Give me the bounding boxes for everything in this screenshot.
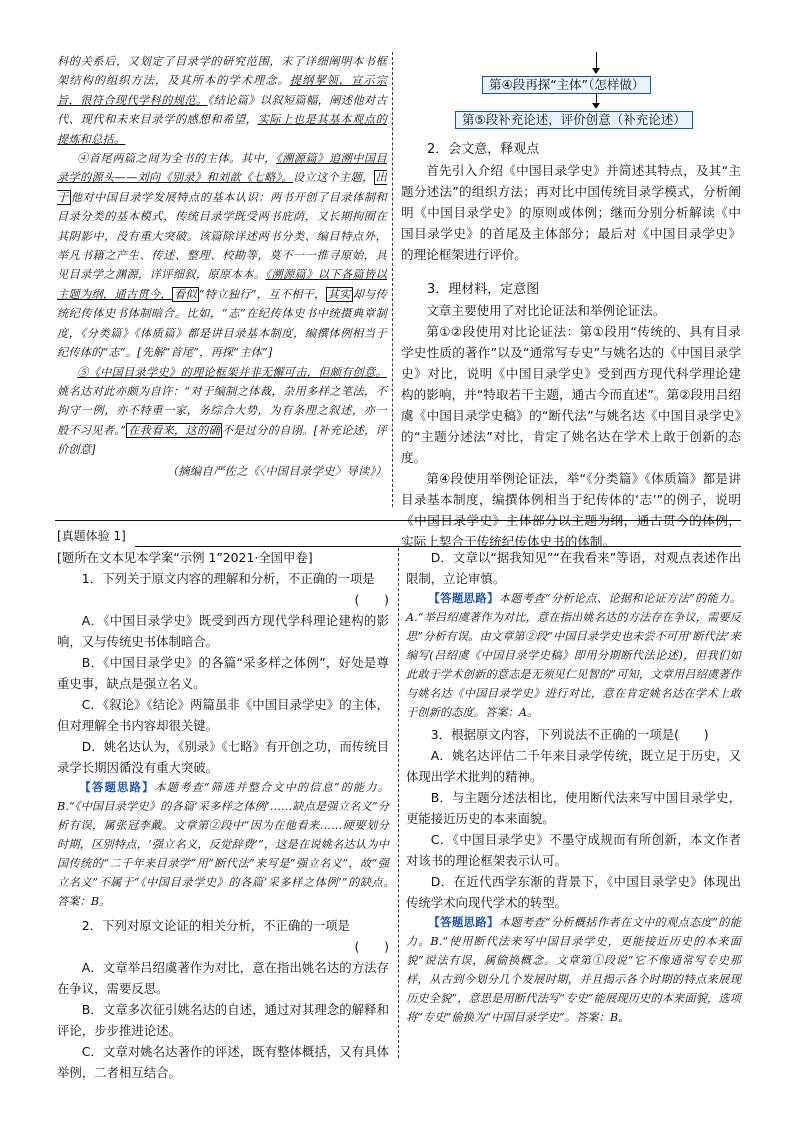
question-2-option-b: B．文章多次征引姚名达的自述，通过对其理念的解释和评论，步步推进论述。: [57, 1002, 389, 1038]
question-1-explanation: 【答题思路】本题考查“筛选并整合文中的信息”的能力。B.“《中国目录学史》的各篇‘采多样之体例’……缺点是强立名义”分析有误，属张冠李戴。文章第②段中“因为在他看来……硬要划分时期，区别特点，‘强立名义，反觉辞费’”，这是在说姚名达认为中国传统的“二千年来目录学”用“断代法”来写是“强立名义”，故“强立名义”不属于“《中国目录学史》的各篇‘采多样之体例’”的缺点。 答案：B。: [57, 780, 401, 908]
question-3-option-d: D．在近代西学东渐的背景下，《中国目录学史》体现出传统学术向现代学术的转型。: [406, 874, 741, 910]
question-2-option-d: D．文章以“据我知见”“在我看来”等语，对观点表述作出限制，立论审慎。: [406, 550, 741, 586]
analysis-para-3b: 第①②段使用对比论证法：第①段用“传统的、具有目录学史性质的著作”以及“通常写专史”与姚名达的《中国目录学史》对比，说明《中国目录学史》受到西方现代科学理论建构的影响，并“特取若干主题，通古今而直述”。第②段用吕绍虞《中国目录学史稿》的“断代法”与姚名达《中国目录学史》的“主题分述法”对比，肯定了姚名达在学术上敢于创新的态度。: [401, 324, 741, 465]
question-1-option-d: D．姚名达认为，《别录》《七略》有开创之功，而传统目录学长期因循没有重大突破。: [57, 739, 389, 775]
question-3-stem: 3．根据原文内容，下列说法不正确的一项是( ): [430, 727, 709, 742]
flow-arrow-head-2: [592, 103, 600, 109]
questions-right: [406, 547, 741, 1027]
column-divider-bottom: [398, 548, 399, 1058]
analysis-para-3c: 第④段使用举例论证法，举“《分类篇》《体质篇》都是讲目录基本制度，编撰体例相当于纪传体的‘志’”的例子，说明《中国目录学史》主体部分以主题为纲，通古贯今的体例，实际上契合于传统纪传体史书的体制。: [401, 471, 741, 549]
passage-source: （摘编自严佐之《〈中国目录学史〉导读》）: [166, 463, 387, 478]
question-1-option-c: C．《叙论》《结论》两篇虽非《中国目录学史》的主体，但对理解全书内容却很关键。: [57, 697, 389, 733]
question-2-option-c: C．文章对姚名达著作的评述，既有整体概括，又有具体举例，二者相互结合。: [57, 1044, 389, 1080]
question-2-stem: 2．下列对原文论证的相关分析，不正确的一项是: [81, 918, 350, 933]
question-1-option-a: A．《中国目录学史》既受到西方现代学科理论建构的影响，又与传统史书体制暗合。: [57, 613, 389, 649]
question-3-option-a: A．姚名达评估二千年来目录学传统，既立足于历史，又体现出学术批判的精神。: [406, 748, 741, 784]
question-1: [57, 568, 401, 911]
section-source: [题所在文本见本学案“示例 1”2021·全国甲卷]: [57, 550, 313, 565]
passage-para-5: ⑤《中国目录学史》的理论框架并非无懈可击，但颇有创意。姚名达对此亦颇为自许：“对于编制之体裁，杂用多样之笔法，不拘守一例，亦不特重一家，务综合大势，为有条理之叙述，亦一般不习见者。” 在我看来，这的确 不是过分的自诩。[补充论述，评价创意]: [57, 365, 387, 457]
section-label: [真题体验 1]: [57, 529, 126, 543]
question-2: [57, 915, 389, 1083]
question-3: [406, 724, 741, 1027]
passage-para-4: ④首尾两篇之间为全书的主体。其中，《溯源篇》追溯中国目录学的源头——刘向《别录》和刘歆《七略》。设立这个主题， 出于 他对中国目录学发展特点的基本认识：两书开创了目录体制和目录分类的基本模式，传统目录学既受两书庇荫，又长期拘囿在其阴影中，没有重大突破。该篇除详述两书分类、编目特点外，举凡书籍之产生、传述、整理、校勘等，莫不一一推寻原始，具见目录学之渊源，详评细叙，原原本本。《溯源篇》以下各篇皆以主题为纲，通古贯今， 看似 “特立独行”，互不相干， 其实 却与传统纪传体史书体制暗合。比如，“志”在纪传体史书中统摄典章制度，《分类篇》《体质篇》都是讲目录基本制度，编撰体例相当于纪传体的“志”。[先解“首尾”，再探“主体”]: [57, 152, 388, 360]
flow-arrow-head-1: [592, 68, 600, 74]
question-1-stem: 1．下列关于原文内容的理解和分析，不正确的一项是: [81, 571, 375, 586]
analysis-right: [401, 139, 741, 552]
question-3-option-c: C．《中国目录学史》不墨守成规而有所创新，本文作者对该书的理论框架表示认可。: [406, 832, 741, 868]
passage-para-3: 科的关系后，又划定了目录学的研究范围，末了详细阐明本书框架结构的组织方法，及其所本的学术理念。提纲挈领，宣示宗旨，很符合现代学科的规范。《结论篇》以叙短篇幅，阐述他对古代、现代和未来目录学的感想和希望，实际上也是其基本观点的提炼和总括。: [57, 55, 387, 146]
analysis-para-3a: 文章主要使用了对比论证法和举例论证法。: [426, 303, 666, 318]
column-divider-top: [392, 52, 393, 507]
questions-left: [57, 547, 401, 1083]
analysis-heading-2: 2．会文意，释观点: [427, 142, 540, 157]
question-1-answer-blank: ( ): [354, 592, 389, 607]
analysis-para-2: 首先引入介绍《中国目录学史》并简述其特点，及其“主题分述法”的组织方法；再对比中国传统目录学模式，分析阐明《中国目录学史》的原则或体例；继而分别分析解读《中国目录学史》的首尾及主体部分；最后对《中国目录学史》的理论框架进行评价。: [401, 163, 741, 262]
question-2-answer-blank: ( ): [354, 939, 389, 954]
question-1-option-b: B．《中国目录学史》的各篇“采多样之体例”，好处是尊重史事，缺点是强立名义。: [57, 655, 389, 691]
question-3-option-b: B．与主题分述法相比，使用断代法来写中国目录学史，更能接近历史的本来面貌。: [406, 790, 741, 826]
section-rule: [55, 520, 741, 521]
passage-left: [57, 52, 387, 481]
flow-box-5: 第⑤段补充论述，评价创意（补充论述）: [455, 111, 693, 129]
question-2-option-a: A．文章举吕绍虞著作为对比，意在指出姚名达的方法存在争议，需要反思。: [57, 960, 389, 996]
flow-box-4: 第④段再探“主体”（怎样做）: [482, 76, 651, 94]
analysis-heading-3: 3．理材料，定意图: [427, 282, 540, 297]
question-3-explanation: 【答题思路】本题考查“分析概括作者在文中的观点态度”的能力。B.“使用断代法来写中国目录学史，更能接近历史的本来面貌”说法有误，属偷换概念。文章第①段说“它不像通常写专史那样，从古到今划分几个发展时期，并且揭示各个时期的特点来展现历史全貌”，意思是用断代法写“专史”能展现历史的本来面貌，选项将“专史”偷换为“中国目录学史”。答案：B。: [406, 915, 741, 1024]
question-2-explanation: 【答题思路】本题考查“分析论点、论据和论证方法”的能力。A.“举吕绍虞著作为对比，意在指出姚名达的方法存在争议，需要反思”分析有误。由文章第②段“中国目录学史也未尝不可用‘断代法’来编写(吕绍虞《中国目录学史稿》即用分期断代法论述)，但我们如此敢于学术创新的意志是无须见仁见智的”可知，文章用吕绍虞著作与姚名达《中国目录学史》进行对比，意在肯定姚名达在学术上敢于创新的态度。答案：A。: [406, 591, 742, 719]
